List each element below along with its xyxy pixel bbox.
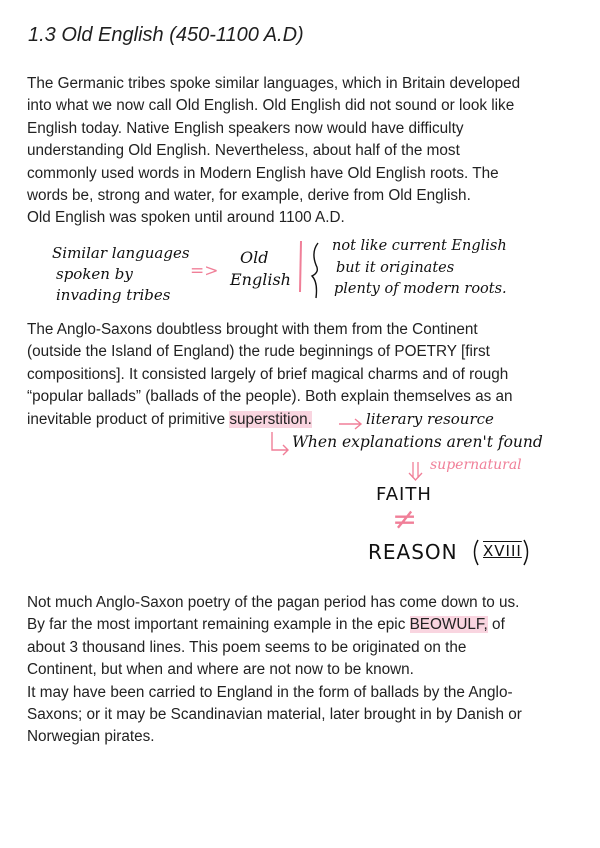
note-similar-languages: Similar languages — [52, 244, 190, 262]
paragraph-beowulf — [27, 592, 572, 749]
note-plenty-of-roots: plenty of modern roots. — [334, 281, 507, 297]
double-down-arrow-icon — [409, 462, 422, 480]
paragraph-line: Not much Anglo-Saxon poetry of the pagan period has come down to us. — [27, 594, 520, 611]
paragraph-line: compositions]. It consisted largely of brief magical charms and of rough — [27, 365, 509, 383]
note-supernatural: supernatural — [430, 457, 522, 473]
paragraph-line: “popular ballads” (ballads of the people). Both explain themselves as an — [27, 388, 513, 406]
paragraph-line: words be, strong and water, for example, derive from Old English. — [27, 187, 471, 205]
section-heading: 1.3 Old English (450-1100 A.D) — [28, 24, 304, 46]
note-but-it-originates: but it originates — [336, 260, 455, 276]
paragraph-line — [27, 614, 572, 636]
paragraph-line: into what we now call Old English. Old English did not sound or look like — [27, 97, 515, 115]
bracket-stroke — [312, 243, 318, 298]
paragraph-line: The Anglo-Saxons doubtless brought with them from the Continent — [27, 321, 478, 338]
paragraph-line: Saxons; or it may be Scandinavian material, later brought in by Danish or — [27, 706, 522, 724]
paragraph-text: By far the most important remaining example in the epic — [27, 616, 410, 634]
paragraph-text: inevitable product of primitive — [27, 410, 230, 428]
paragraph-line: English today. Native English speakers now would have difficulty — [27, 119, 464, 137]
paren-right-stroke — [524, 540, 528, 565]
paragraph-line: (outside the Island of England) the rude beginnings of POETRY [first — [27, 343, 490, 361]
paragraph-line: Old English was spoken until around 1100 A.D. — [27, 209, 345, 227]
note-old: Old — [240, 248, 269, 267]
note-literary-resource: literary resource — [366, 410, 494, 428]
paragraph-line: It may have been carried to England in the form of ballads by the Anglo- — [27, 683, 513, 701]
note-not-like-current: not like current English — [332, 238, 507, 254]
paragraph-line: commonly used words in Modern English have Old English roots. The — [27, 164, 499, 182]
note-faith: FAITH — [376, 484, 432, 505]
note-century-xviii: XVIII — [483, 542, 522, 560]
note-invading-tribes: invading tribes — [56, 286, 171, 304]
highlight-beowulf: BEOWULF, — [409, 616, 488, 634]
paragraph-text: of — [487, 616, 505, 634]
note-double-arrow: => — [190, 261, 219, 281]
note-spoken-by: spoken by — [56, 265, 133, 283]
paragraph-line: Continent, but when and where are not now to be known. — [27, 661, 414, 679]
highlight-superstition: superstition. — [229, 410, 312, 428]
paragraph-line: Norwegian pirates. — [27, 728, 155, 746]
paren-left-stroke — [475, 540, 479, 565]
not-equal-sign: ≠ — [392, 502, 418, 537]
note-when-explanations: When explanations aren't found — [292, 433, 543, 451]
note-english: English — [230, 270, 291, 289]
note-reason: REASON — [368, 540, 458, 564]
paragraph-line: understanding Old English. Nevertheless, about half of the most — [27, 142, 460, 160]
paragraph-line: The Germanic tribes spoke similar languages, which in Britain developed — [27, 75, 521, 92]
divider-stroke — [300, 241, 301, 292]
arrow-to-explanations-icon — [272, 432, 288, 455]
paragraph-old-english-intro — [27, 73, 572, 230]
paragraph-line: about 3 thousand lines. This poem seems to be originated on the — [27, 638, 467, 656]
